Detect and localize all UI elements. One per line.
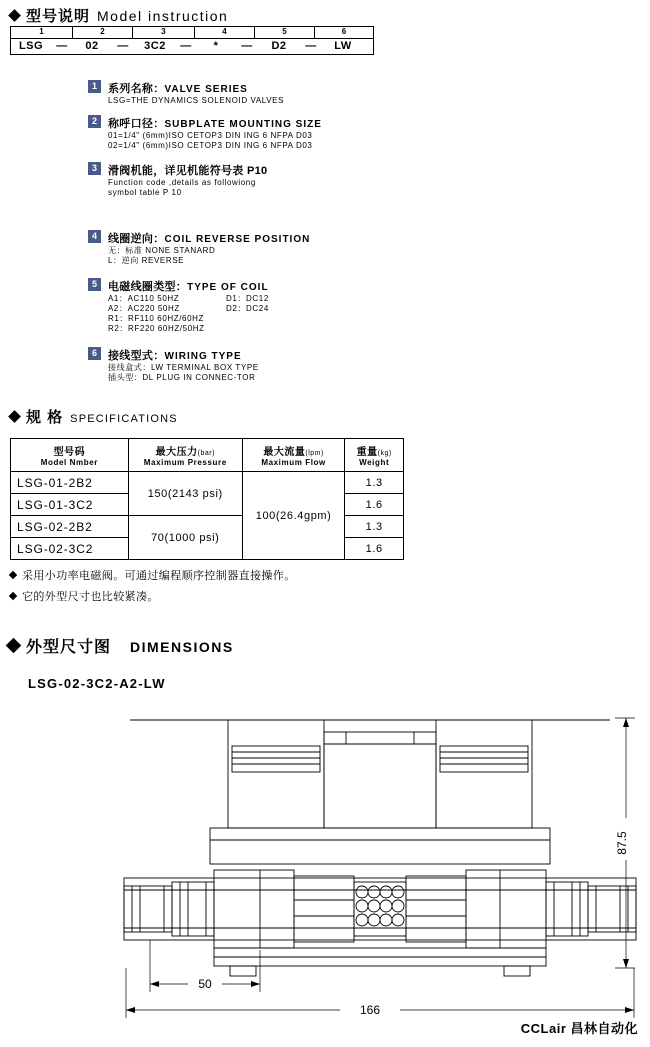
legend-title-en: TYPE OF COIL	[187, 282, 269, 293]
legend-title	[108, 347, 508, 363]
header-cn: 型号码	[53, 447, 86, 458]
legend-number: 1	[88, 80, 101, 93]
header-cn	[129, 443, 242, 458]
watermark: CCLair 昌林自动化	[520, 1021, 638, 1036]
model-code-table	[10, 26, 374, 55]
dimension-height-text: 87.5	[615, 831, 629, 855]
code-number: 5	[255, 27, 315, 38]
diamond-bullet-icon	[9, 592, 17, 600]
legend-title-cn: 接线型式：	[108, 350, 165, 362]
dimension-sub-text: 50	[198, 977, 212, 991]
header-cn-text: 最大流量	[263, 447, 306, 458]
diamond-bullet-icon	[6, 638, 22, 654]
header-unit: (bar)	[197, 450, 215, 457]
cell-model: LSG-01-3C2	[11, 494, 129, 516]
model-code-numbers	[10, 26, 374, 38]
section-heading-model-instruction	[10, 5, 228, 26]
legend-line: LSG=THE DYNAMICS SOLENOID VALVES	[108, 96, 285, 105]
cell-model: LSG-02-2B2	[11, 516, 129, 538]
cell-model: LSG-02-3C2	[11, 538, 129, 560]
header-unit: (kg)	[377, 450, 392, 457]
legend-item-3	[88, 162, 508, 198]
code-cell: —	[117, 40, 129, 52]
legend-col2: D2：DC24	[226, 304, 269, 313]
note-text: 采用小功率电磁阀。可通过编程顺序控制器直接操作。	[22, 570, 296, 582]
legend-line	[108, 304, 508, 314]
column-header-flow	[242, 439, 345, 472]
legend-line: 接线盒式：LW TERMINAL BOX TYPE	[108, 363, 259, 372]
cell-weight: 1.3	[345, 516, 404, 538]
legend-number: 4	[88, 230, 101, 243]
cell-weight: 1.6	[345, 494, 404, 516]
column-header-pressure	[128, 439, 242, 472]
code-cell: —	[305, 40, 317, 52]
header-cn-text: 最大压力	[155, 447, 198, 458]
legend-item-2	[88, 115, 508, 151]
note-text: 它的外型尺寸也比较紧凑。	[22, 591, 159, 603]
legend-line: L：逆向 REVERSE	[108, 256, 185, 265]
dimension-width-text: 166	[359, 1003, 381, 1017]
legend-line: Function code ,details as followiong	[108, 178, 256, 187]
section-title-en: DIMENSIONS	[130, 639, 234, 655]
header-en: Maximum Pressure	[143, 458, 227, 467]
cell-weight: 1.6	[345, 538, 404, 560]
section-title-en: SPECIFICATIONS	[70, 413, 178, 425]
note-2	[10, 588, 159, 604]
cell-weight: 1.3	[345, 472, 404, 494]
legend-title-cn: 系列名称：	[108, 83, 165, 95]
code-number: 1	[11, 27, 73, 38]
cell-pressure: 150(2143 psi)	[128, 472, 242, 516]
legend-title	[108, 115, 508, 131]
code-number: 4	[195, 27, 255, 38]
legend-line: 02=1/4" (6mm)ISO CETOP3 DIN ING 6 NFPA D03	[108, 141, 313, 150]
column-header-model	[11, 439, 129, 472]
legend-col1: A1：AC110 50HZ	[108, 294, 180, 303]
legend-title-cn: 线圈逆向：	[108, 233, 165, 245]
legend-line	[108, 294, 508, 304]
legend-col1: R2：RF220 60HZ/50HZ	[108, 324, 205, 333]
header-unit: (lpm)	[305, 450, 324, 457]
section-title-en: Model instruction	[97, 8, 229, 24]
code-cell: LSG	[18, 40, 44, 52]
cell-pressure: 70(1000 psi)	[128, 516, 242, 560]
header-cn	[243, 443, 345, 458]
code-cell: LW	[334, 40, 352, 52]
legend-title-en: COIL REVERSE POSITION	[164, 234, 311, 245]
legend-item-4	[88, 230, 508, 266]
code-cell: —	[241, 40, 253, 52]
cell-model: LSG-01-2B2	[11, 472, 129, 494]
diamond-bullet-icon	[8, 410, 21, 423]
section-title-cn: 外型尺寸图	[26, 639, 112, 656]
dimension-model-label: LSG-02-3C2-A2-LW	[28, 676, 166, 691]
legend-title	[108, 278, 508, 294]
header-en: Model Nmber	[40, 458, 99, 467]
section-title-cn: 型号说明	[26, 8, 91, 25]
legend-item-5	[88, 278, 508, 334]
table-row	[11, 516, 404, 538]
cell-flow: 100(26.4gpm)	[242, 472, 345, 560]
header-en: Weight	[359, 458, 390, 467]
model-code-values	[10, 38, 374, 55]
legend-col1: R1：RF110 60HZ/60HZ	[108, 314, 205, 323]
specifications-table	[10, 438, 404, 560]
legend-col1: A2：AC220 50HZ	[108, 304, 180, 313]
legend-number: 2	[88, 115, 101, 128]
legend-line	[108, 324, 508, 334]
legend-line	[108, 314, 508, 324]
legend-line: 插头型：DL PLUG IN CONNEC-TOR	[108, 373, 256, 382]
dimension-drawing	[110, 700, 650, 1040]
diamond-bullet-icon	[8, 9, 21, 22]
code-number: 2	[73, 27, 133, 38]
legend-number: 3	[88, 162, 101, 175]
code-number: 6	[341, 27, 347, 36]
legend-line: symbol table P 10	[108, 188, 182, 197]
legend-line: 01=1/4" (6mm)ISO CETOP3 DIN ING 6 NFPA D03	[108, 131, 313, 140]
table-row	[11, 472, 404, 494]
section-heading-specifications	[10, 406, 178, 427]
section-title-cn: 规 格	[26, 409, 64, 426]
header-cn	[345, 443, 403, 458]
code-cell: —	[56, 40, 68, 52]
legend-item-6	[88, 347, 508, 383]
code-cell: *	[213, 40, 219, 52]
legend-title-cn: 称呼口径：	[108, 118, 165, 130]
header-en: Maximum Flow	[261, 458, 326, 467]
legend-title	[108, 230, 508, 246]
code-cell: —	[180, 40, 192, 52]
legend-number: 6	[88, 347, 101, 360]
legend-item-1	[88, 80, 508, 106]
legend-title	[108, 80, 508, 96]
legend-title-en: WIRING TYPE	[164, 351, 242, 362]
diamond-bullet-icon	[9, 571, 17, 579]
legend-title-en: VALVE SERIES	[164, 84, 248, 95]
legend-line: 无：标准 NONE STANARD	[108, 246, 216, 255]
section-heading-dimensions	[8, 634, 234, 657]
code-cell: 02	[85, 40, 99, 52]
legend-col2: D1：DC12	[226, 294, 269, 303]
legend-title-cn: 电磁线圈类型：	[108, 281, 188, 293]
code-cell: 3C2	[144, 40, 166, 52]
table-header-row	[11, 439, 404, 472]
note-1	[10, 567, 296, 583]
legend-title: 滑阀机能，详见机能符号表 P10	[108, 165, 268, 177]
code-cell: D2	[271, 40, 287, 52]
legend-title-en: SUBPLATE MOUNTING SIZE	[164, 119, 322, 130]
legend-number: 5	[88, 278, 101, 291]
model-code-legend	[88, 80, 508, 385]
column-header-weight	[345, 439, 404, 472]
code-number: 3	[133, 27, 195, 38]
header-cn-text: 重量	[356, 447, 378, 458]
